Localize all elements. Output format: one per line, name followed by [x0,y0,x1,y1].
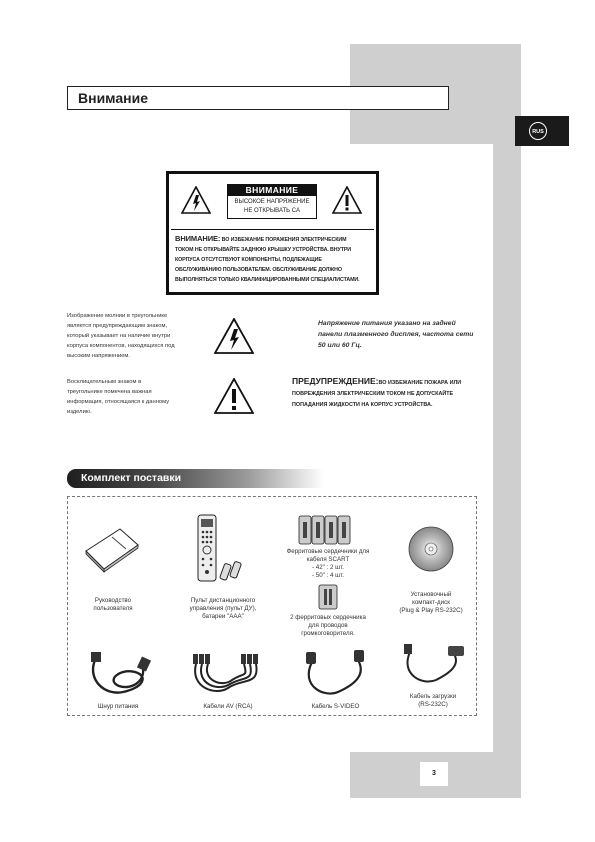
warning-body-line: КОРПУСА ОТСУТСТВУЮТ КОМПОНЕНТЫ, ПОДЛЕЖАЩИЕ [175,257,322,263]
text-line: Изображение молнии в треугольнике [67,313,168,319]
text-line: корпуса компонентов, находящихся под [67,343,175,349]
rs232-cable-icon [396,642,468,688]
text-line: треугольнике помечена важная [67,389,152,395]
page-number-box [420,762,448,786]
exclamation-explanation [67,377,212,417]
caption-line: кабеля SCART [306,556,350,563]
text-line: является предупреждающим знаком, [67,323,168,329]
lightning-triangle-icon [181,186,211,214]
caption-line: (Plug & Play RS-232C) [399,607,463,614]
ferrite-speaker-caption [273,614,383,638]
warning-body-line: ТОКОМ НЕ ОТКРЫВАЙТЕ ЗАДНЮЮ КРЫШКУ УСТРОЙСТВА. ВНУТРИ [175,247,351,253]
warning-subtitle-line: НЕ ОТКРЫВАТЬ СА [244,208,300,214]
caption-line: Пульт дистанционного [190,597,256,604]
caption-line: для проводов [308,622,348,629]
caption-line: Установочный [410,591,452,598]
contents-box [67,496,477,716]
power-note [318,318,483,351]
warning-body-line: ВО ИЗБЕЖАНИЕ ПОРАЖЕНИЯ ЭЛЕКТРИЧЕСКИМ [221,237,347,243]
text-line: ПОПАДАНИЯ ЖИДКОСТИ НА КОРПУС УСТРОЙСТВА. [292,402,433,408]
exclamation-triangle-icon [214,378,254,414]
caption-line: Ферритовые сердечники для [286,548,370,555]
rs232-cable-caption [388,693,478,709]
av-cable-caption: Кабели AV (RCA) [203,703,253,710]
warning-body [175,234,375,285]
caption-line: громкоговорителя. [301,630,355,637]
section-title: Комплект поставки [81,472,182,484]
warning-label [166,171,379,295]
lightning-triangle-icon [214,318,254,354]
text-line: изделию. [67,409,92,415]
ferrite-scart-caption [273,548,383,580]
caption-line: Руководство [94,597,132,604]
caption-line: управления (пульт ДУ), [189,605,257,612]
exclamation-triangle-icon [332,186,362,214]
caption-line: (RS-232C) [418,701,448,708]
page-number: 3 [432,770,436,777]
text-line: который указывает на наличие внутри [67,333,171,339]
svideo-cable-icon [300,650,370,700]
precaution-text [292,376,492,411]
ferrite-core-speaker-icon [317,583,339,611]
language-tab [515,116,569,146]
cd-caption [386,591,476,615]
lightning-explanation [67,311,212,361]
caption-line: компакт-диск [412,599,450,606]
caption-line: 2 ферритовых сердечника [290,614,366,621]
background-panel-side [493,44,521,754]
caption-line: пользователя [93,605,133,612]
text-line: Восклицательным знаком в [67,379,142,385]
text-line: ВО ИЗБЕЖАНИЕ ПОЖАРА ИЛИ [378,380,462,386]
remote-control-icon [196,514,252,582]
warning-body-line: ОБСЛУЖИВАНИЮ ПОЛЬЗОВАТЕЛЕМ. ОБСЛУЖИВАНИЕ ДОЛЖНО [175,267,342,273]
text-line: ПОВРЕЖДЕНИЯ ЭЛЕКТРИЧЕСКИМ ТОКОМ НЕ ДОПУСКАЙТЕ [292,391,454,397]
warning-body-lead: ВНИМАНИЕ: [175,234,221,243]
caption-line: - 42" : 2 шт. [311,564,344,571]
warning-subtitle [227,196,317,219]
text-line: высоким напряжением. [67,353,131,359]
remote-caption [168,597,278,621]
power-cord-icon [85,650,155,700]
svideo-cable-caption: Кабель S-VIDEO [311,703,360,710]
text-line: 50 или 60 Гц. [318,342,362,349]
warning-body-line: ВЫПОЛНЯТЬСЯ ТОЛЬКО КВАЛИФИЦИРОВАННЫМИ СПЕЦИАЛИСТАМИ. [175,277,360,283]
text-line: Напряжение питания указано на задней [318,320,456,327]
text-line: панели плазменного дисплея, частота сети [318,331,474,338]
page-title-box [67,86,449,110]
warning-divider [171,229,374,230]
section-header [67,469,324,488]
page-title: Внимание [78,90,148,106]
caption-line: Кабель загрузки [409,693,457,700]
av-cable-icon [186,650,266,700]
warning-subtitle-line: ВЫСОКОЕ НАПРЯЖЕНИЕ [234,199,310,205]
power-cord-caption: Шнур питания [97,703,139,710]
language-badge: RUS [529,122,547,140]
ferrite-cores-icon [297,512,355,548]
text-line: информация, относящаяся к данному [67,399,170,405]
cd-disc-icon [407,525,455,573]
caption-line: батареи "AAA" [202,613,244,620]
precaution-lead: ПРЕДУПРЕЖДЕНИЕ: [292,376,379,386]
warning-title: ВНИМАНИЕ [227,184,317,196]
manual-book-icon [82,525,142,575]
caption-line: - 50" : 4 шт. [311,572,344,579]
manual-caption [73,597,153,613]
